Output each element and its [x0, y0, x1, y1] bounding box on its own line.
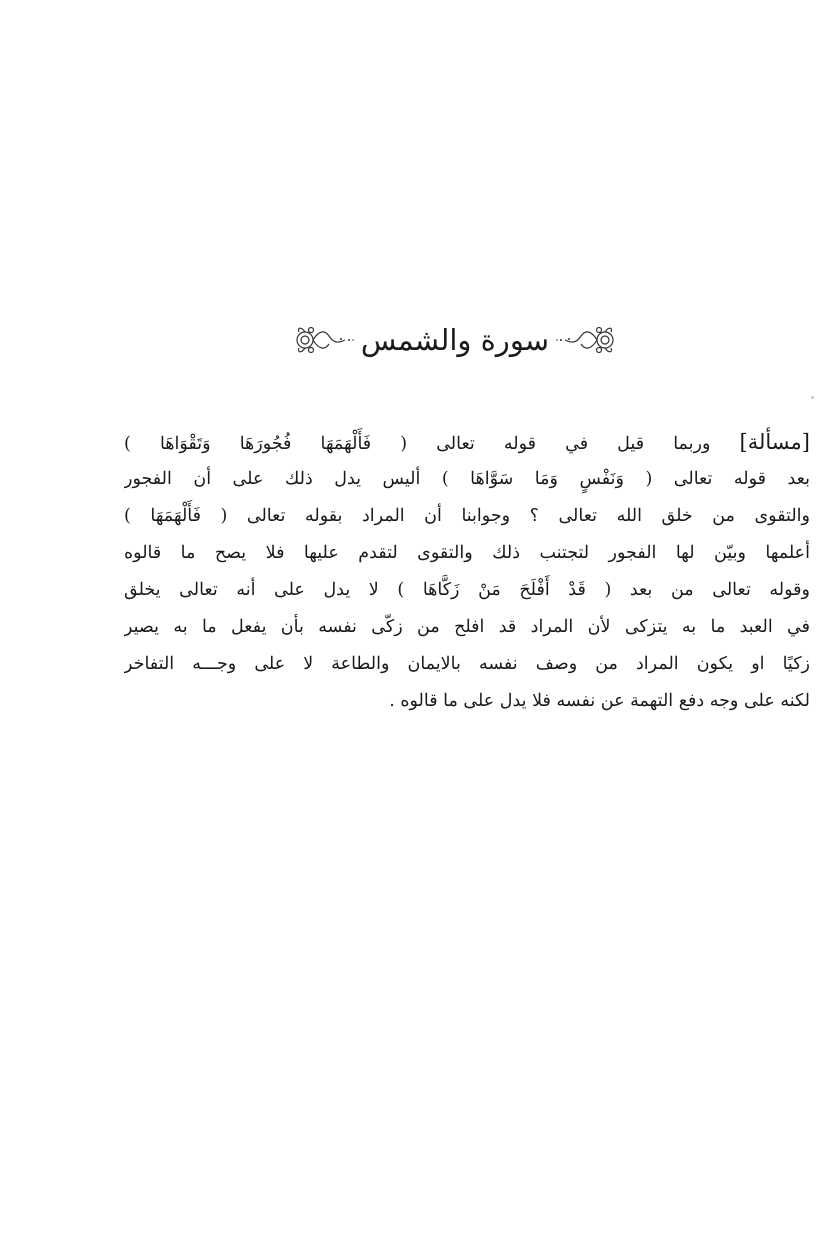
body-text: [124, 424, 810, 720]
text-line-content: وربما قيل في قوله تعالى ( فَأَلْهَمَهَا فُجُورَهَا وَتَقْوَاهَا ): [124, 434, 711, 454]
text-line: [124, 424, 810, 461]
text-line: والتقوى من خلق الله تعالى ؟ وجوابنا أن المراد بقوله تعالى ( فَأَلْهَمَهَا ): [124, 506, 810, 526]
text-line: في العبد ما به يتزكى لأن المراد قد افلح من زكّى نفسه بأن يفعل ما به يصير: [124, 617, 810, 637]
text-line: لكنه على وجه دفع التهمة عن نفسه فلا يدل على ما قالوه .: [389, 691, 810, 711]
surah-title: سورة والشمس: [360, 323, 550, 357]
section-heading: [مسألة]: [739, 430, 810, 454]
floral-ornament-icon: [293, 320, 355, 360]
text-line: زكيًا او يكون المراد من وصف نفسه بالايمان والطاعة لا على وجـــه التفاخر: [124, 654, 810, 674]
floral-ornament-icon: [555, 320, 617, 360]
text-line: وقوله تعالى من بعد ( قَدْ أَفْلَحَ مَنْ زَكَّاهَا ) لا يدل على أنه تعالى يخلق: [124, 580, 810, 600]
text-line: أعلمها وبيّن لها الفجور لتجتنب ذلك والتقوى لتقدم عليها فلا يصح ما قالوه: [124, 543, 810, 563]
scan-speck: [811, 396, 814, 399]
surah-title-block: [295, 312, 615, 368]
text-line: بعد قوله تعالى ( وَنَفْسٍ وَمَا سَوَّاهَا ) أليس يدل ذلك على أن الفجور: [124, 469, 810, 489]
